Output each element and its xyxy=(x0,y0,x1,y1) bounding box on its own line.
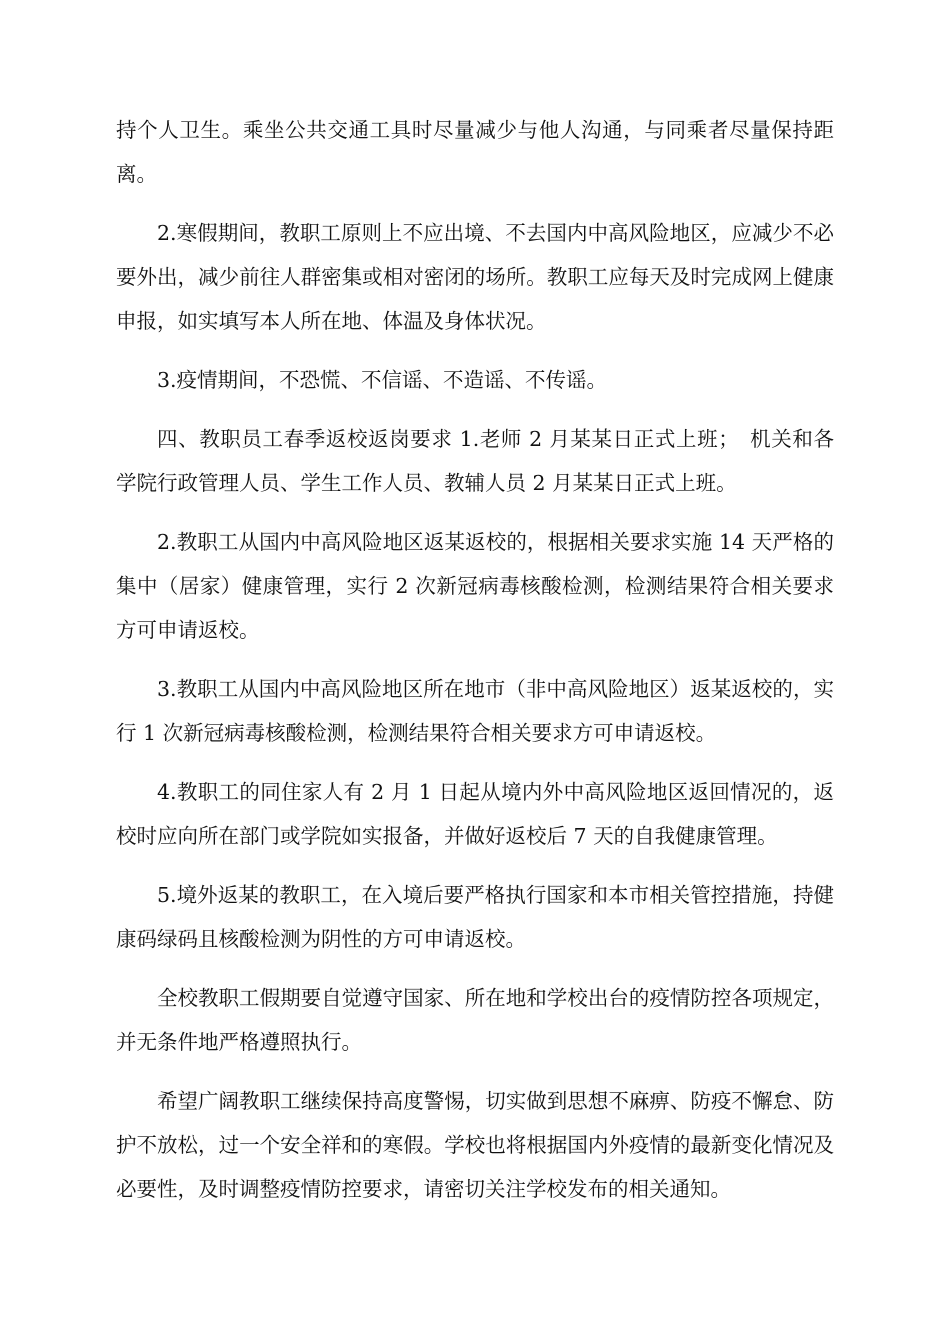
paragraph-closing: 希望广阔教职工继续保持高度警惕，切实做到思想不麻痹、防疫不懈怠、防护不放松，过一个安全祥和的寒假。学校也将根据国内外疫情的最新变化情况及必要性，及时调整疫情防控要求，请密切关注学校发布的相关通知。 xyxy=(116,1089,834,1201)
paragraph-compliance: 全校教职工假期要自觉遵守国家、所在地和学校出台的疫情防控各项规定，并无条件地严格遵照执行。 xyxy=(116,986,834,1054)
paragraph-item-2-high-risk: 2.教职工从国内中高风险地区返某返校的，根据相关要求实施 14 天严格的集中（居家）健康管理，实行 2 次新冠病毒核酸检测，检测结果符合相关要求方可申请返校。 xyxy=(116,530,834,642)
document-body xyxy=(116,108,834,1226)
paragraph-section-4-return: 四、教职员工春季返校返岗要求 1.老师 2 月某某日正式上班； 机关和各学院行政管理人员、学生工作人员、教辅人员 2 月某某日正式上班。 xyxy=(116,427,834,495)
paragraph-item-3-rumors: 3.疫情期间，不恐慌、不信谣、不造谣、不传谣。 xyxy=(157,368,608,392)
paragraph-item-3-city: 3.教职工从国内中高风险地区所在地市（非中高风险地区）返某返校的，实行 1 次新冠病毒核酸检测，检测结果符合相关要求方可申请返校。 xyxy=(116,677,834,745)
paragraph-item-4-family: 4.教职工的同住家人有 2 月 1 日起从境内外中高风险地区返回情况的，返校时应向所在部门或学院如实报备，并做好返校后 7 天的自我健康管理。 xyxy=(116,780,834,848)
paragraph-item-2-travel: 2.寒假期间，教职工原则上不应出境、不去国内中高风险地区，应减少不必要外出，减少前往人群密集或相对密闭的场所。教职工应每天及时完成网上健康申报，如实填写本人所在地、体温及身体状况。 xyxy=(116,221,834,333)
paragraph-item-5-overseas: 5.境外返某的教职工，在入境后要严格执行国家和本市相关管控措施，持健康码绿码且核酸检测为阴性的方可申请返校。 xyxy=(116,883,834,951)
paragraph-continuation: 持个人卫生。乘坐公共交通工具时尽量减少与他人沟通，与同乘者尽量保持距离。 xyxy=(116,118,834,186)
